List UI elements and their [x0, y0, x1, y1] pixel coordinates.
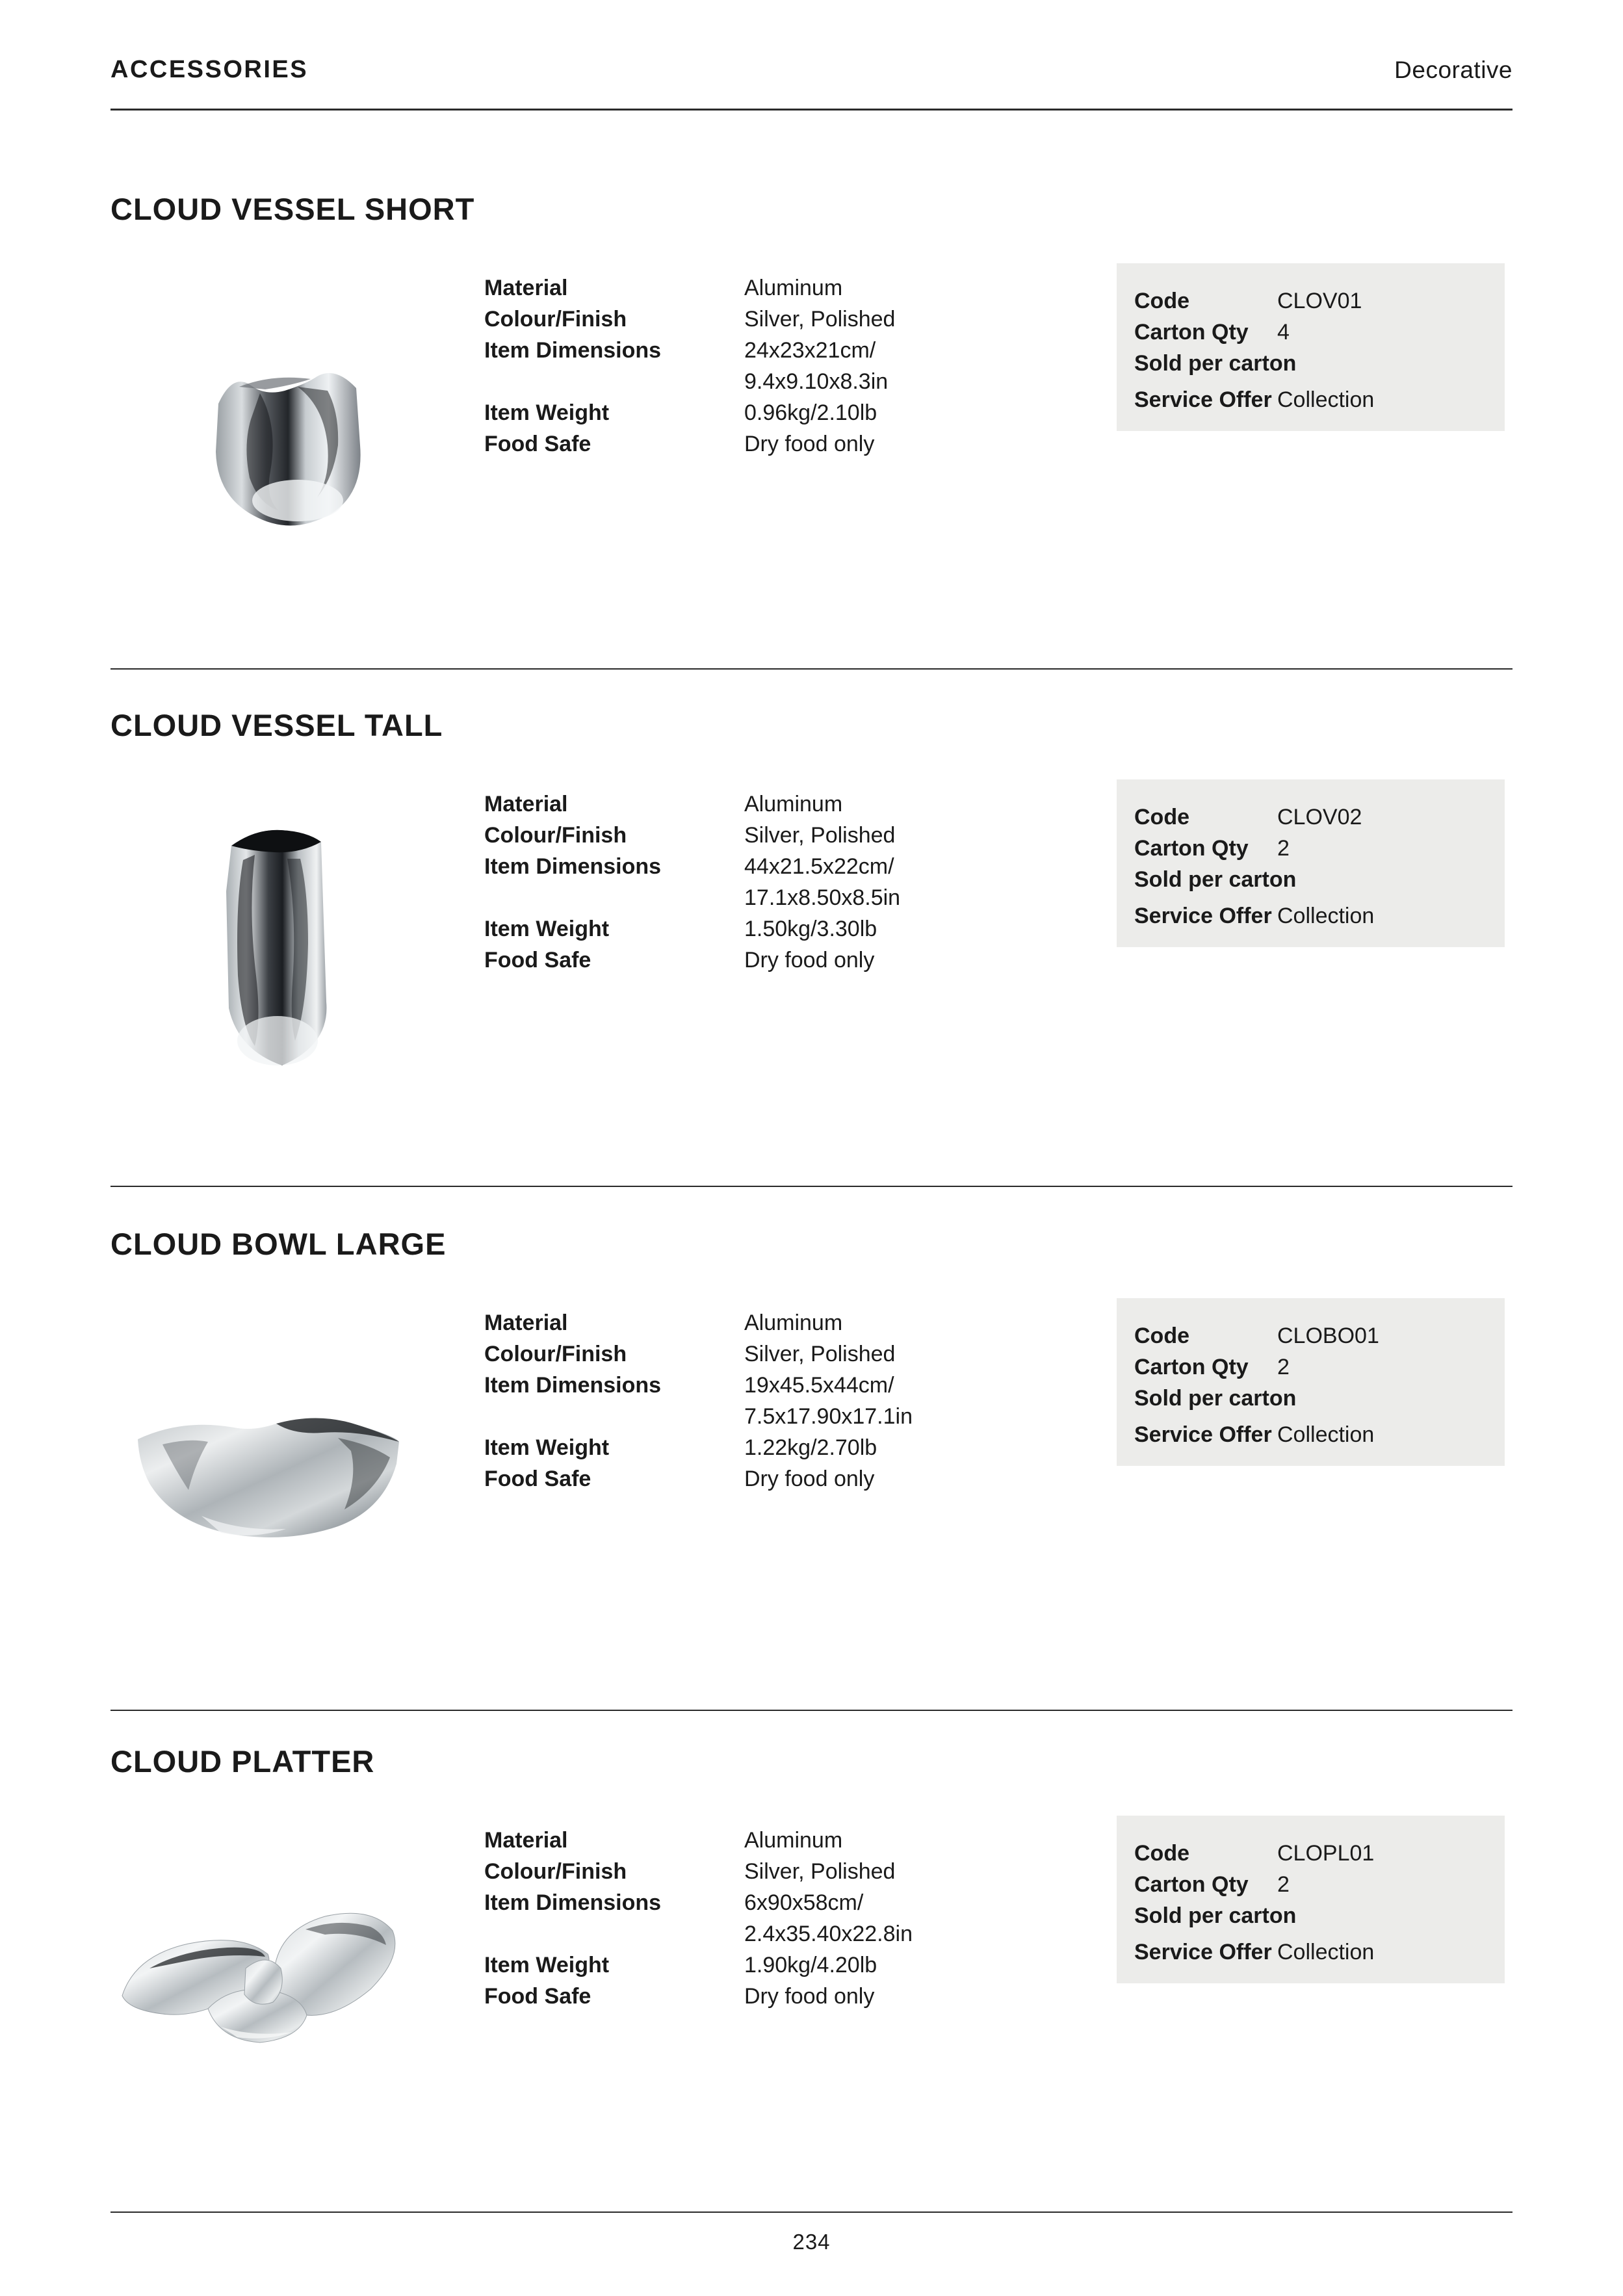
info-row-service-offer: [1134, 900, 1492, 932]
carton-qty-label: Carton Qty: [1134, 1355, 1249, 1379]
spec-value: Aluminum: [744, 792, 843, 816]
spec-row: [484, 1856, 1117, 1887]
spec-row: [484, 272, 1117, 304]
spec-value: Silver, Polished: [744, 307, 896, 332]
spec-row: [484, 335, 1117, 397]
product-section: [110, 1711, 1513, 2213]
info-row-carton-qty: [1134, 317, 1492, 348]
spec-value: [744, 851, 1117, 913]
product-section: [110, 670, 1513, 1187]
dimensions-metric: 24x23x21cm/: [744, 338, 876, 363]
service-offer-label: Service Offer: [1134, 904, 1272, 928]
spec-label: Colour/Finish: [484, 307, 627, 332]
code-label: Code: [1134, 289, 1189, 313]
spec-label: Item Dimensions: [484, 1373, 662, 1398]
spec-row: [484, 945, 1117, 976]
spec-row: [484, 1338, 1117, 1370]
spec-label: Colour/Finish: [484, 1342, 627, 1366]
service-offer-label: Service Offer: [1134, 1940, 1272, 1964]
spec-row: [484, 1432, 1117, 1463]
category-label: Decorative: [1394, 57, 1513, 83]
code-label: Code: [1134, 1324, 1189, 1348]
spec-row: [484, 1307, 1117, 1338]
order-info-box: [1117, 263, 1505, 431]
dimensions-imperial: 7.5x17.90x17.1in: [744, 1404, 913, 1429]
carton-qty-value: 2: [1277, 1355, 1290, 1379]
cloud-vessel-short-photo: [200, 348, 376, 533]
cloud-bowl-large-photo: [123, 1399, 409, 1547]
spec-label: Food Safe: [484, 1984, 591, 2009]
info-row-sold-per-carton: [1134, 348, 1492, 379]
spec-label: Item Dimensions: [484, 1890, 662, 1915]
product-photo-column: [110, 779, 484, 1083]
spec-value: Aluminum: [744, 1311, 843, 1335]
spec-value: 1.90kg/4.20lb: [744, 1953, 877, 1977]
spec-value: [744, 1887, 1117, 1950]
spec-row: [484, 1825, 1117, 1856]
code-label: Code: [1134, 1841, 1189, 1866]
carton-qty-value: 4: [1277, 320, 1290, 345]
order-info-box: [1117, 1816, 1505, 1983]
cloud-platter-photo: [110, 1890, 403, 2058]
spec-value: Silver, Polished: [744, 1342, 896, 1366]
spec-label: Food Safe: [484, 1467, 591, 1491]
carton-qty-label: Carton Qty: [1134, 836, 1249, 861]
carton-qty-value: 2: [1277, 836, 1290, 861]
service-offer-value: Collection: [1277, 904, 1375, 928]
dimensions-imperial: 9.4x9.10x8.3in: [744, 369, 889, 394]
spec-value: [744, 1370, 1117, 1432]
product-photo-column: [110, 1816, 484, 2058]
carton-qty-label: Carton Qty: [1134, 320, 1249, 345]
dimensions-imperial: 17.1x8.50x8.5in: [744, 885, 901, 910]
service-offer-value: Collection: [1277, 1422, 1375, 1447]
order-info-box: [1117, 1298, 1505, 1466]
spec-value: 1.22kg/2.70lb: [744, 1435, 877, 1460]
spec-row: [484, 428, 1117, 460]
spec-value: Aluminum: [744, 276, 843, 300]
spec-value: Dry food only: [744, 432, 875, 456]
spec-value: Dry food only: [744, 1984, 875, 2009]
carton-qty-value: 2: [1277, 1872, 1290, 1897]
info-row-code: [1134, 1320, 1492, 1351]
sold-per-carton-label: Sold per carton: [1134, 351, 1297, 376]
spec-table: [484, 263, 1117, 460]
dimensions-metric: 19x45.5x44cm/: [744, 1373, 894, 1398]
info-row-service-offer: [1134, 1937, 1492, 1968]
info-row-service-offer: [1134, 1419, 1492, 1450]
info-row-carton-qty: [1134, 1869, 1492, 1900]
dimensions-imperial: 2.4x35.40x22.8in: [744, 1922, 913, 1946]
product-name: CLOUD VESSEL SHORT: [110, 192, 475, 226]
carton-qty-label: Carton Qty: [1134, 1872, 1249, 1897]
page-footer: [110, 2213, 1513, 2254]
product-photo-column: [110, 263, 484, 533]
product-section: [110, 1187, 1513, 1711]
page-number: 234: [792, 2230, 831, 2254]
info-row-service-offer: [1134, 384, 1492, 415]
spec-label: Colour/Finish: [484, 823, 627, 848]
spec-label: Item Weight: [484, 400, 610, 425]
spec-label: Item Weight: [484, 917, 610, 941]
spec-label: Colour/Finish: [484, 1859, 627, 1884]
service-offer-value: Collection: [1277, 1940, 1375, 1964]
info-row-carton-qty: [1134, 1351, 1492, 1383]
info-row-sold-per-carton: [1134, 1900, 1492, 1931]
spec-row: [484, 1463, 1117, 1494]
spec-label: Material: [484, 276, 568, 300]
spec-table: [484, 779, 1117, 976]
spec-row: [484, 1370, 1117, 1432]
product-name: CLOUD VESSEL TALL: [110, 708, 443, 742]
info-row-sold-per-carton: [1134, 864, 1492, 895]
sold-per-carton-label: Sold per carton: [1134, 1903, 1297, 1928]
spec-value: Silver, Polished: [744, 1859, 896, 1884]
sold-per-carton-label: Sold per carton: [1134, 1386, 1297, 1411]
spec-value: 1.50kg/3.30lb: [744, 917, 877, 941]
code-value: CLOV02: [1277, 805, 1362, 829]
spec-row: [484, 789, 1117, 820]
spec-label: Item Weight: [484, 1435, 610, 1460]
spec-table: [484, 1816, 1117, 2012]
service-offer-label: Service Offer: [1134, 1422, 1272, 1447]
spec-label: Food Safe: [484, 948, 591, 972]
spec-table: [484, 1298, 1117, 1494]
spec-value: Aluminum: [744, 1828, 843, 1853]
service-offer-value: Collection: [1277, 387, 1375, 412]
spec-value: Dry food only: [744, 948, 875, 972]
page-header: [110, 0, 1513, 111]
code-value: CLOBO01: [1277, 1324, 1379, 1348]
section-title: ACCESSORIES: [110, 56, 309, 83]
spec-row: [484, 913, 1117, 945]
spec-row: [484, 851, 1117, 913]
spec-row: [484, 1981, 1117, 2012]
info-row-carton-qty: [1134, 833, 1492, 864]
spec-row: [484, 1887, 1117, 1950]
spec-value: 0.96kg/2.10lb: [744, 400, 877, 425]
code-value: CLOV01: [1277, 289, 1362, 313]
sold-per-carton-label: Sold per carton: [1134, 867, 1297, 892]
service-offer-label: Service Offer: [1134, 387, 1272, 412]
spec-value: Dry food only: [744, 1467, 875, 1491]
spec-row: [484, 1950, 1117, 1981]
spec-row: [484, 820, 1117, 851]
spec-row: [484, 304, 1117, 335]
code-value: CLOPL01: [1277, 1841, 1375, 1866]
info-row-code: [1134, 285, 1492, 317]
product-photo-column: [110, 1298, 484, 1547]
spec-label: Material: [484, 792, 568, 816]
spec-label: Item Dimensions: [484, 338, 662, 363]
product-name: CLOUD PLATTER: [110, 1744, 375, 1779]
product-section: [110, 111, 1513, 670]
info-row-code: [1134, 802, 1492, 833]
dimensions-metric: 6x90x58cm/: [744, 1890, 864, 1915]
info-row-sold-per-carton: [1134, 1383, 1492, 1414]
spec-label: Item Weight: [484, 1953, 610, 1977]
spec-label: Material: [484, 1311, 568, 1335]
dimensions-metric: 44x21.5x22cm/: [744, 854, 894, 879]
spec-row: [484, 397, 1117, 428]
code-label: Code: [1134, 805, 1189, 829]
cloud-vessel-tall-photo: [209, 813, 343, 1083]
spec-label: Food Safe: [484, 432, 591, 456]
spec-value: Silver, Polished: [744, 823, 896, 848]
product-name: CLOUD BOWL LARGE: [110, 1227, 447, 1261]
spec-label: Material: [484, 1828, 568, 1853]
order-info-box: [1117, 779, 1505, 947]
info-row-code: [1134, 1838, 1492, 1869]
spec-label: Item Dimensions: [484, 854, 662, 879]
spec-value: [744, 335, 1117, 397]
